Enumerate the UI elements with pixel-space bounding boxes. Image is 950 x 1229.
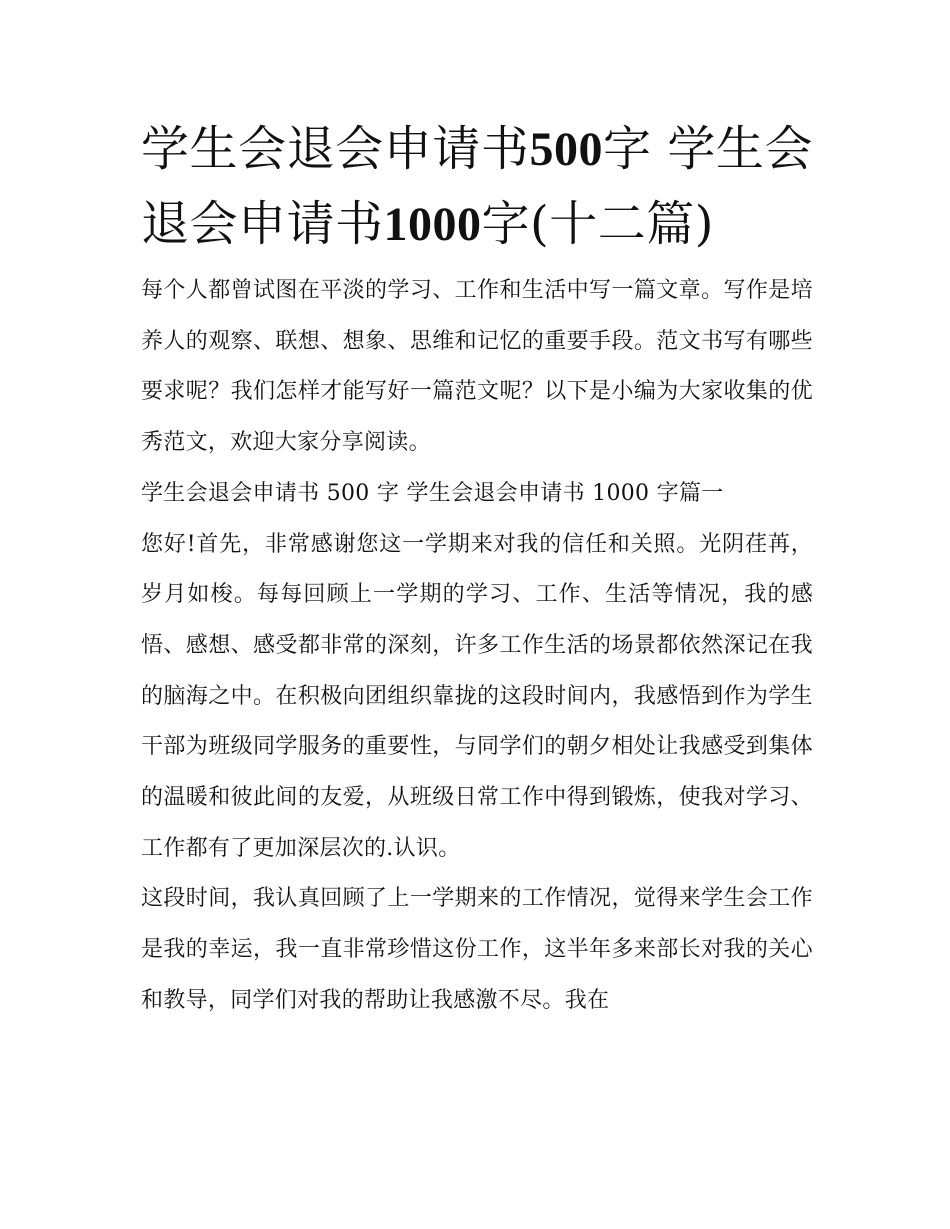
intro-paragraph: 每个人都曾试图在平淡的学习、工作和生活中写一篇文章。写作是培养人的观察、联想、想象、思维和记忆的重要手段。范文书写有哪些要求呢？我们怎样才能写好一篇范文呢？以下是小编为大家收集的优秀范文，欢迎大家分享阅读。 bbox=[141, 278, 813, 456]
document-body bbox=[141, 112, 813, 1027]
title-number-1: 500 bbox=[529, 123, 603, 176]
title-text-3: 字(十二篇) bbox=[481, 196, 714, 252]
body-paragraph-2: 这段时间，我认真回顾了上一学期来的工作情况，觉得来学生会工作是我的幸运，我一直非常珍惜这份工作，这半年多来部长对我的关心和教导，同学们对我的帮助让我感激不尽。我在 bbox=[141, 886, 813, 1013]
title-number-2: 1000 bbox=[383, 198, 482, 251]
title-text-1: 学生会退会申请书 bbox=[141, 121, 530, 177]
section-heading: 学生会退会申请书 500 字 学生会退会申请书 1000 字篇一 bbox=[141, 480, 724, 506]
body-paragraph-1: 您好!首先，非常感谢您这一学期来对我的信任和关照。光阴荏苒，岁月如梭。每每回顾上一学期的学习、工作、生活等情况，我的感悟、感想、感受都非常的深刻，许多工作生活的场景都依然深记在我的脑海之中。在积极向团组织靠拢的这段时间内，我感悟到作为学生干部为班级同学服务的重要性，与同学们的朝夕相处让我感受到集体的温暖和彼此间的友爱，从班级日常工作中得到锻炼，使我对学习、工作都有了更加深层次的.认识。 bbox=[141, 531, 813, 861]
title-text-2: 字 学生会退会申请书 bbox=[141, 121, 813, 252]
document-title bbox=[141, 112, 813, 262]
